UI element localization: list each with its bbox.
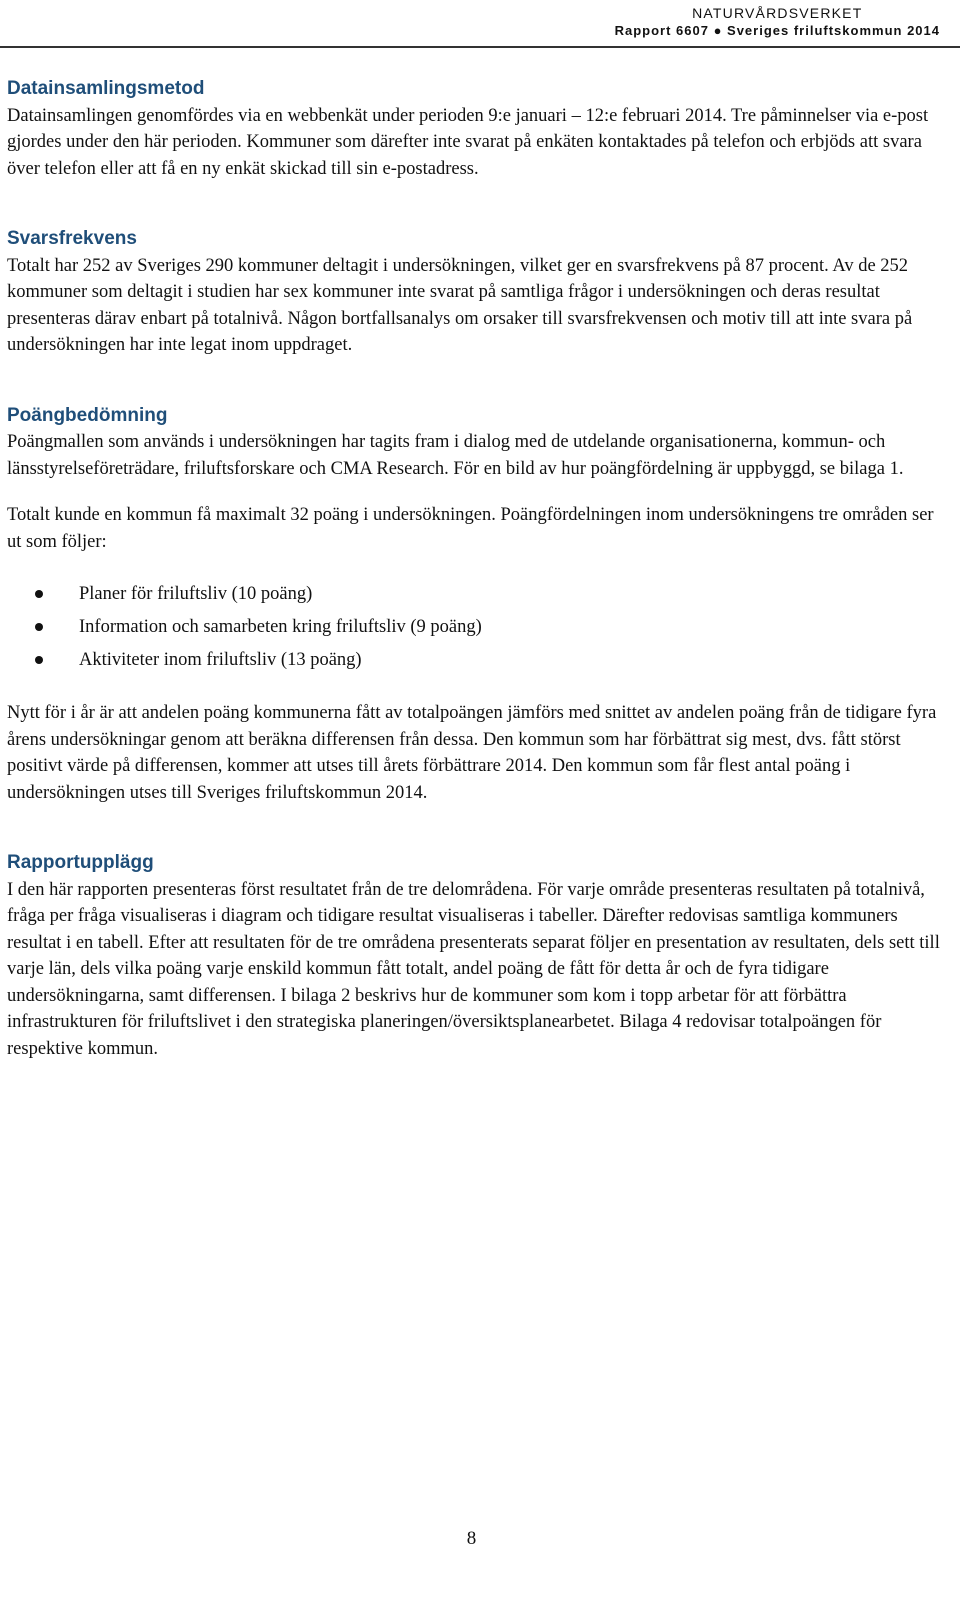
heading-datainsamlingsmetod: Datainsamlingsmetod bbox=[7, 78, 205, 99]
header-report-title: Rapport 6607 ● Sveriges friluftskommun 2014 bbox=[614, 23, 940, 38]
paragraph-nytt-for-i-ar: Nytt för i år är att andelen poäng kommunerna fått av totalpoängen jämförs med snittet av andelen poäng från de tidigare fyra årens undersökningar genom att beräkna differensen från dessa. Den kommun som har förbättrat sig mest, dvs. fått störst positivt värde på differensen, kommer att utses till årets förbättrare 2014. Den kommun som får flest antal poäng i undersökningen utses till Sveriges friluftskommun 2014. bbox=[7, 703, 937, 803]
bullet-icon bbox=[35, 656, 43, 664]
paragraph-poangmallen: Poängmallen som används i undersökningen har tagits fram i dialog med de utdelande organisationerna, kommun- och länsstyrelseföreträdare, friluftsforskare och CMA Research. För en bild av hur poängfördelning är uppbyggd, se bilaga 1. bbox=[7, 432, 904, 479]
page-number: 8 bbox=[466, 1528, 477, 1549]
list-item bbox=[7, 647, 942, 680]
paragraph-poangfordelning: Totalt kunde en kommun få maximalt 32 poäng i undersökningen. Poängfördelningen inom undersökningens tre områden ser ut som följer: bbox=[7, 505, 934, 552]
list-item-text: Aktiviteter inom friluftsliv (13 poäng) bbox=[79, 650, 362, 670]
section-svarsfrekvens bbox=[7, 226, 942, 359]
list-item-text: Planer för friluftsliv (10 poäng) bbox=[79, 584, 313, 604]
list-item bbox=[7, 614, 942, 647]
section-datainsamlingsmetod bbox=[7, 76, 942, 182]
bullet-icon bbox=[35, 623, 43, 631]
paragraph-svarsfrekvens: Totalt har 252 av Sveriges 290 kommuner deltagit i undersökningen, vilket ger en svarsfrekvens på 87 procent. Av de 252 kommuner som deltagit i studien har sex kommuner inte svarat på samtliga frågor i undersökningen och deras resultat presenteras därav enbart på totalnivå. Någon bortfallsanalys om orsaker till svarsfrekvensen och motiv till att inte svara på undersökningen har inte legat inom uppdraget. bbox=[7, 255, 913, 355]
paragraph-datainsamlingsmetod: Datainsamlingen genomfördes via en webbenkät under perioden 9:e januari – 12:e februari 2014. Tre påminnelser via e-post gjordes under den här perioden. Kommuner som därefter inte svarat på enkäten kontaktades på telefon och erbjöds att svara över telefon eller att få en ny enkät skickad till sin e-postadress. bbox=[7, 105, 929, 179]
heading-poangbedomning: Poängbedömning bbox=[7, 404, 168, 426]
header-divider bbox=[0, 46, 960, 48]
header-organization: NATURVÅRDSVERKET bbox=[692, 5, 863, 21]
list-item bbox=[7, 581, 942, 614]
points-list bbox=[7, 581, 942, 680]
paragraph-rapportupplagg: I den här rapporten presenteras först resultatet från de tre delområdena. För varje område presenteras resultaten på totalnivå, fråga per fråga visualiseras i diagram och tidigare resultat visualiseras i tabeller. Därefter redovisas samtliga kommuners resultat i en tabell. Efter att resultaten för de tre områdena presenterats separat följer en presentation av resultaten, dels sett till varje län, dels vilka poäng varje enskild kommun fått totalt, andel poäng de fått för detta år och de fyra tidigare undersökningarna, samt differensen. I bilaga 2 beskrivs hur de kommuner som kom i topp arbetar för att förbättra infrastrukturen för friluftslivet i den strategiska planeringen/översiktsplanearbetet. Bilaga 4 redovisar totalpoängen för respektive kommun. bbox=[7, 879, 940, 1059]
heading-svarsfrekvens: Svarsfrekvens bbox=[7, 228, 137, 249]
list-item-text: Information och samarbeten kring friluftsliv (9 poäng) bbox=[79, 617, 482, 637]
heading-rapportupplagg: Rapportupplägg bbox=[7, 852, 154, 873]
section-poangbedomning bbox=[7, 403, 942, 807]
document-body bbox=[7, 76, 942, 1062]
bullet-icon bbox=[35, 590, 43, 598]
running-header bbox=[615, 4, 940, 40]
section-rapportupplagg bbox=[7, 850, 942, 1062]
